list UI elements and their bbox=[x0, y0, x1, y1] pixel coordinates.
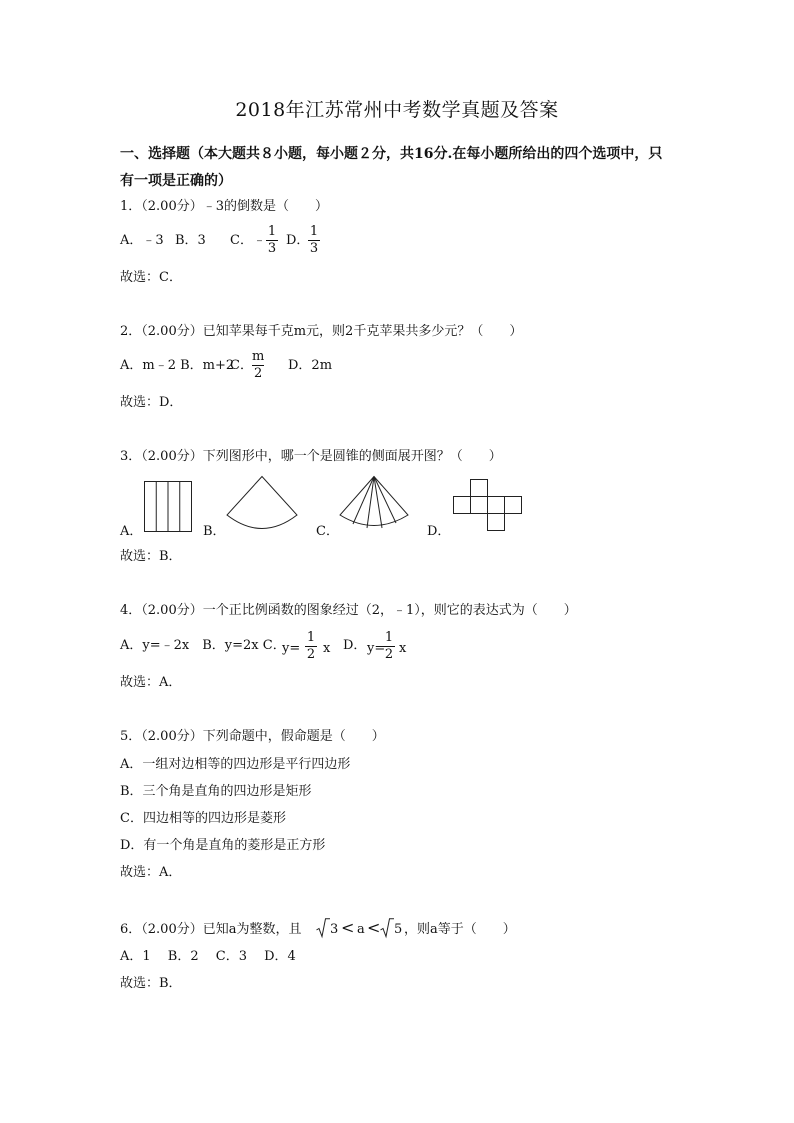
fraction-denominator: 2 bbox=[306, 647, 316, 662]
q5-answer: 故选：A． bbox=[120, 865, 182, 880]
q5-option-b: B．三个角是直角的四边形是矩形 bbox=[120, 784, 312, 799]
square-root-sign-icon bbox=[380, 918, 394, 938]
fraction-numerator: 1 bbox=[309, 224, 319, 239]
q6-less-than-1: < bbox=[341, 918, 355, 937]
q3-option-b-figure-sector bbox=[226, 476, 298, 530]
fraction-numerator: m bbox=[252, 349, 265, 364]
q4-answer: 故选：A． bbox=[120, 675, 182, 690]
q1-option-c-prefix: C．﹣ bbox=[230, 233, 266, 248]
q4-option-c-fraction bbox=[305, 631, 317, 662]
q3-option-b-label: B． bbox=[203, 524, 226, 539]
q1-option-b: B．3 bbox=[175, 233, 206, 248]
q6-radicand-1: 3 bbox=[330, 922, 339, 937]
section-heading-line-1: 一、选择题（本大题共８小题，每小题２分，共16分.在每小题所给出的四个选项中，只 bbox=[120, 146, 663, 162]
q2-option-c-prefix: C． bbox=[230, 358, 253, 373]
section-heading-line-2: 有一项是正确的） bbox=[120, 173, 232, 189]
q1-option-d-prefix: D． bbox=[286, 233, 310, 248]
q2-option-d: D．2m bbox=[288, 358, 333, 373]
q6-stem-prefix: 6．（2.00分）已知a为整数，且 bbox=[120, 922, 302, 937]
q6-stem-suffix: ，则a等于（ ） bbox=[404, 922, 516, 937]
fraction-denominator: 3 bbox=[267, 241, 277, 256]
q1-option-c-fraction bbox=[266, 225, 278, 256]
q3-option-d-figure-cube-net bbox=[453, 479, 523, 532]
q3-stem: 3．（2.00分）下列图形中，哪一个是圆锥的侧面展开图？（ ） bbox=[120, 449, 502, 464]
square-root-sign-icon bbox=[316, 918, 330, 938]
q3-option-a-figure-striped-rectangle bbox=[144, 481, 192, 532]
q5-option-a: A．一组对边相等的四边形是平行四边形 bbox=[120, 757, 351, 772]
q4-option-c-x: x bbox=[323, 641, 331, 656]
q2-option-ab: A．m﹣2 B．m+2 bbox=[120, 358, 235, 373]
q3-option-c-figure-pyramid bbox=[339, 476, 409, 530]
q1-option-a: A．﹣3 bbox=[120, 233, 164, 248]
fraction-denominator: 2 bbox=[254, 366, 263, 381]
q1-stem: 1．（2.00分）﹣3的倒数是（ ） bbox=[120, 199, 328, 214]
q3-option-c-label: C． bbox=[316, 524, 339, 539]
q5-stem: 5．（2.00分）下列命题中，假命题是（ ） bbox=[120, 729, 385, 744]
q3-answer: 故选：B． bbox=[120, 549, 182, 564]
q1-answer: 故选：C． bbox=[120, 270, 182, 285]
page-title: 2018年江苏常州中考数学真题及答案 bbox=[235, 99, 559, 121]
q6-radicand-2: 5 bbox=[394, 922, 403, 937]
fraction-denominator: 3 bbox=[309, 241, 319, 256]
fraction-denominator: 2 bbox=[384, 647, 394, 662]
fraction-numerator: 1 bbox=[384, 630, 394, 645]
q2-answer: 故选：D． bbox=[120, 395, 183, 410]
q3-option-a-label: A． bbox=[120, 524, 143, 539]
q4-option-d-prefix: D． bbox=[343, 638, 367, 653]
q6-answer: 故选：B． bbox=[120, 976, 182, 991]
fraction-numerator: 1 bbox=[306, 630, 316, 645]
q4-option-abc: A．y=﹣2x B．y=2x C． bbox=[120, 638, 286, 653]
q6-less-than-2: < bbox=[367, 918, 381, 937]
q4-option-d-fraction bbox=[383, 631, 395, 662]
q1-option-d-fraction bbox=[308, 225, 320, 256]
q4-stem: 4．（2.00分）一个正比例函数的图象经过（2，﹣1），则它的表达式为（ ） bbox=[120, 603, 577, 618]
q4-option-d-x: x bbox=[399, 641, 407, 656]
q6-options: A．1 B．2 C．3 D．4 bbox=[120, 949, 296, 964]
q2-option-c-fraction bbox=[251, 350, 265, 381]
q2-stem: 2．（2.00分）已知苹果每千克m元，则2千克苹果共多少元？（ ） bbox=[120, 324, 523, 339]
q6-variable-a: a bbox=[357, 922, 365, 937]
q3-option-d-label: D． bbox=[427, 524, 451, 539]
q4-option-c-lhs: y= bbox=[282, 641, 301, 656]
q4-option-d-lhs: y= bbox=[367, 641, 386, 656]
q5-option-c: C．四边相等的四边形是菱形 bbox=[120, 811, 286, 826]
fraction-numerator: 1 bbox=[267, 224, 277, 239]
q5-option-d: D．有一个角是直角的菱形是正方形 bbox=[120, 838, 326, 853]
